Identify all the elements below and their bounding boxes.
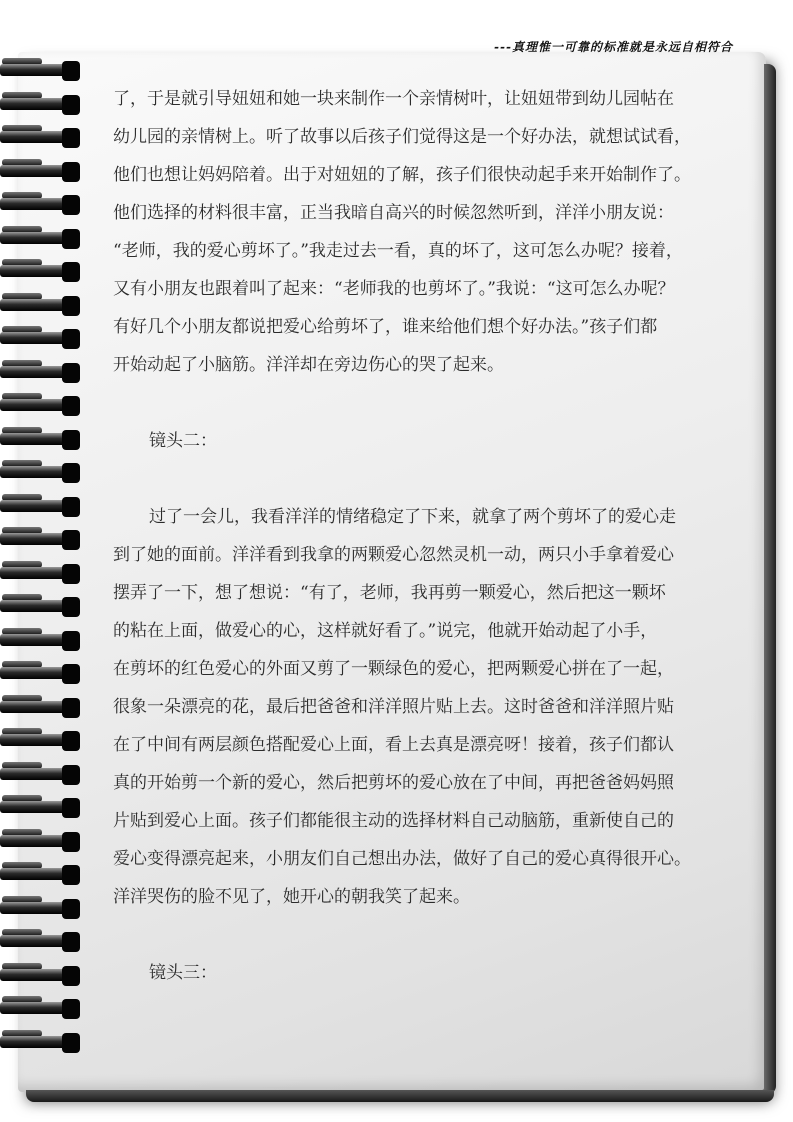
paragraph-line: 洋洋哭伤的脸不见了，她开心的朝我笑了起来。	[113, 887, 470, 907]
spiral-ring	[0, 896, 82, 922]
spiral-ring	[0, 226, 82, 252]
paragraph-line: 有好几个小朋友都说把爱心给剪坏了，谁来给他们想个好办法。”孩子们都	[113, 317, 658, 337]
paragraph-line: 到了她的面前。洋洋看到我拿的两颗爱心忽然灵机一动，两只小手拿着爱心	[113, 545, 674, 565]
section-heading: 镜头三：	[149, 963, 217, 983]
paragraph-line: 他们也想让妈妈陪着。出于对妞妞的了解，孩子们很快动起手来开始制作了。	[113, 165, 691, 185]
spacer	[113, 916, 738, 954]
spiral-ring	[0, 460, 82, 486]
spiral-binding	[0, 50, 90, 1090]
spiral-ring	[0, 594, 82, 620]
spiral-ring	[0, 996, 82, 1022]
paragraph-line: 很象一朵漂亮的花，最后把爸爸和洋洋照片贴上去。这时爸爸和洋洋照片贴	[113, 697, 674, 717]
spiral-ring	[0, 192, 82, 218]
document-body	[113, 80, 738, 992]
paragraph-line: 在剪坏的红色爱心的外面又剪了一颗绿色的爱心，把两颗爱心拼在了一起，	[113, 659, 674, 679]
spiral-ring	[0, 963, 82, 989]
paragraph-line: “老师，我的爱心剪坏了。”我走过去一看，真的坏了，这可怎么办呢？接着，	[113, 241, 683, 261]
spiral-ring	[0, 695, 82, 721]
spiral-ring	[0, 829, 82, 855]
paper-bottom-edge	[26, 1090, 774, 1102]
spiral-ring	[0, 527, 82, 553]
spiral-ring	[0, 762, 82, 788]
paragraph-line: 过了一会儿，我看洋洋的情绪稳定了下来，就拿了两个剪坏了的爱心走	[149, 507, 676, 527]
spiral-ring	[0, 1030, 82, 1056]
paragraph-line: 片贴到爱心上面。孩子们都能很主动的选择材料自己动脑筋，重新使自己的	[113, 811, 674, 831]
spiral-ring	[0, 293, 82, 319]
paragraph-line: 了，于是就引导妞妞和她一块来制作一个亲情树叶，让妞妞带到幼儿园帖在	[113, 89, 674, 109]
spiral-ring	[0, 427, 82, 453]
paragraph-line: 爱心变得漂亮起来，小朋友们自己想出办法，做好了自己的爱心真得很开心。	[113, 849, 691, 869]
spiral-ring	[0, 58, 82, 84]
header-motto: ---真理惟一可靠的标准就是永远自相符合	[494, 40, 733, 54]
paragraph-line: 又有小朋友也跟着叫了起来：“老师我的也剪坏了。”我说：“这可怎么办呢？	[113, 279, 675, 299]
spiral-ring	[0, 92, 82, 118]
spiral-ring	[0, 393, 82, 419]
spiral-ring	[0, 628, 82, 654]
spiral-ring	[0, 728, 82, 754]
spacer	[113, 384, 738, 422]
paragraph-line: 幼儿园的亲情树上。听了故事以后孩子们觉得这是一个好办法，就想试试看，	[113, 127, 691, 147]
paragraph-line: 开始动起了小脑筋。洋洋却在旁边伤心的哭了起来。	[113, 355, 504, 375]
spiral-ring	[0, 661, 82, 687]
spacer	[113, 460, 738, 498]
spiral-ring	[0, 159, 82, 185]
spiral-ring	[0, 795, 82, 821]
spiral-ring	[0, 125, 82, 151]
spiral-ring	[0, 561, 82, 587]
spiral-ring	[0, 360, 82, 386]
section-heading: 镜头二：	[149, 431, 217, 451]
spiral-ring	[0, 326, 82, 352]
paragraph-line: 摆弄了一下，想了想说：“有了，老师，我再剪一颗爱心，然后把这一颗坏	[113, 583, 666, 603]
spiral-ring	[0, 862, 82, 888]
paragraph-line: 的粘在上面，做爱心的心，这样就好看了。”说完，他就开始动起了小手，	[113, 621, 658, 641]
paragraph-line: 在了中间有两层颜色搭配爱心上面，看上去真是漂亮呀！接着，孩子们都认	[113, 735, 674, 755]
spiral-ring	[0, 929, 82, 955]
spiral-ring	[0, 259, 82, 285]
spiral-ring	[0, 494, 82, 520]
paragraph-line: 他们选择的材料很丰富，正当我暗自高兴的时候忽然听到，洋洋小朋友说：	[113, 203, 674, 223]
paragraph-line: 真的开始剪一个新的爱心，然后把剪坏的爱心放在了中间，再把爸爸妈妈照	[113, 773, 674, 793]
paper-edge	[764, 64, 776, 1094]
